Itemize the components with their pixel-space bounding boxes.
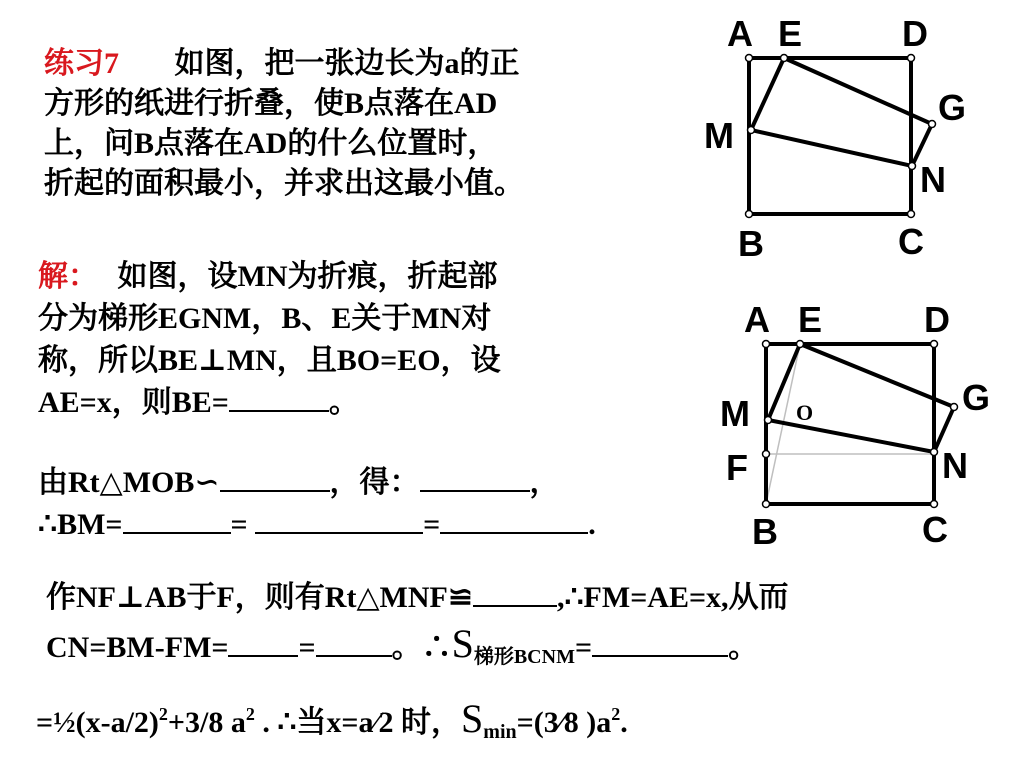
solution-line-2: 分为梯形EGNM，B、E关于MN对 — [38, 302, 492, 335]
solution-line-8b: = — [298, 631, 316, 664]
solution-line-5b: ，得： — [329, 466, 420, 499]
solution-line-7b: ,∴FM=AE=x,从而 — [556, 581, 789, 614]
fig1-label-e: E — [778, 13, 803, 54]
solution-line-5a: 由Rt△MOB∽ — [38, 466, 220, 499]
fig1-label-n: N — [920, 159, 946, 200]
fig2-label-g: G — [962, 377, 991, 418]
fig2-label-o: O — [796, 400, 814, 425]
sup-3: 2 — [611, 704, 621, 724]
solution-line-6d: . — [588, 508, 596, 541]
fig1-label-c: C — [898, 221, 924, 262]
solution-line-8c: 。∴ — [391, 631, 452, 664]
figure-1 — [749, 58, 932, 214]
fig1-label-d: D — [902, 13, 928, 54]
solution-line-3: 称，所以BE⊥MN，且BO=EO，设 — [38, 344, 501, 377]
solution-line-9b: +3/8 a — [167, 706, 246, 739]
area-symbol: S — [451, 621, 474, 666]
solution-line-5c: ， — [529, 466, 560, 499]
min-subscript: min — [483, 721, 517, 743]
fig2-label-m: M — [720, 393, 750, 434]
fig2-label-e: E — [798, 299, 823, 340]
fig2-label-c: C — [922, 509, 948, 550]
solution-line-6a: ∴BM= — [38, 508, 123, 541]
fig1-label-m: M — [704, 115, 734, 156]
fig2-label-d: D — [924, 299, 950, 340]
solution-line-6b: = — [230, 508, 256, 541]
problem-line-3: 上，问B点落在AD的什么位置时， — [44, 127, 498, 160]
solution-line-8d: = — [574, 631, 593, 664]
solution-line-1: 如图，设MN为折痕，折起部 — [117, 260, 498, 293]
problem-line-2: 方形的纸进行折叠，使B点落在AD — [44, 87, 498, 120]
solution-line-7a: 作NF⊥AB于F，则有Rt△MNF≌ — [46, 581, 473, 614]
solution-line-9a: =½(x-a/2) — [36, 706, 159, 739]
problem-label: 练习7 — [44, 47, 119, 80]
fig1-label-a: A — [727, 13, 753, 54]
min-symbol: S — [461, 696, 484, 741]
solution-line-9e: . — [620, 706, 628, 739]
solution-line-8a: CN=BM-FM= — [46, 631, 229, 664]
sup-2: 2 — [245, 704, 255, 724]
solution-label: 解： — [38, 260, 98, 293]
fig1-label-g: G — [938, 87, 967, 128]
problem-line-1: 如图，把一张边长为a的正 — [174, 47, 520, 80]
fig1-label-b: B — [738, 223, 764, 264]
solution-line-6c: = — [423, 508, 441, 541]
fig2-label-n: N — [942, 445, 968, 486]
fig2-label-f: F — [726, 447, 748, 488]
solution-line-8e: 。 — [728, 631, 759, 664]
solution-line-4-end: 。 — [328, 386, 359, 419]
sup-1: 2 — [158, 704, 168, 724]
fig2-label-a: A — [744, 299, 770, 340]
folded-trapezoid-1 — [751, 58, 932, 166]
solution-line-9c: . ∴当x=a⁄2 时， — [254, 706, 462, 739]
solution-line-4: AE=x，则BE= — [38, 386, 229, 419]
area-subscript: 梯形BCNM — [473, 646, 575, 668]
problem-line-4: 折起的面积最小，并求出这最小值。 — [44, 167, 524, 200]
fig2-label-b: B — [752, 511, 778, 552]
solution-line-9d: =(3⁄8 )a — [516, 706, 612, 739]
